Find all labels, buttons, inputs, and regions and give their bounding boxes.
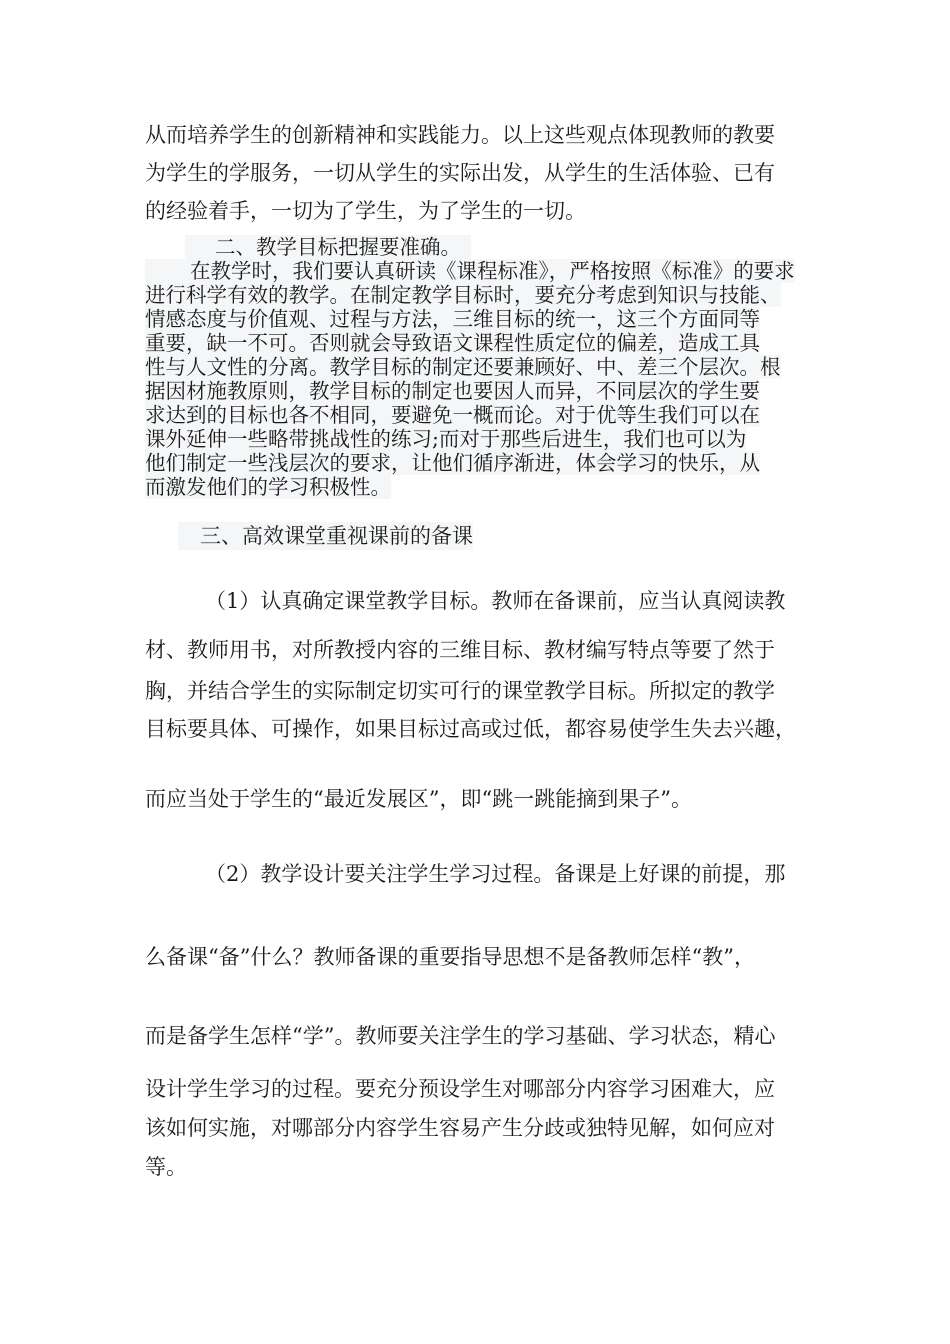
paragraph-line: （1）认真确定课堂教学目标。教师在备课前，应当认真阅读教: [205, 589, 786, 613]
paragraph-line: 重要，缺一不可。否则就会导致语文课程性质定位的偏差，造成工具: [145, 331, 760, 355]
paragraph-line: 该如何实施，对哪部分内容学生容易产生分歧或独特见解，如何应对: [145, 1116, 775, 1140]
paragraph-line: 进行科学有效的教学。在制定教学目标时，要充分考虑到知识与技能、: [145, 283, 781, 307]
paragraph-line: 为学生的学服务，一切从学生的实际出发，从学生的生活体验、已有: [145, 161, 775, 185]
paragraph-line: 他们制定一些浅层次的要求，让他们循序渐进，体会学习的快乐，从: [145, 451, 760, 475]
section-heading: 三、高效课堂重视课前的备课: [178, 522, 473, 550]
paragraph-line: 从而培养学生的创新精神和实践能力。以上这些观点体现教师的教要: [145, 123, 775, 147]
section-heading: 二、教学目标把握要准确。: [185, 235, 471, 259]
paragraph-line: 求达到的目标也各不相同，要避免一概而论。对于优等生我们可以在: [145, 403, 760, 427]
paragraph-line: 性与人文性的分离。教学目标的制定还要兼顾好、中、差三个层次。根: [145, 355, 781, 379]
paragraph-line: 据因材施教原则，教学目标的制定也要因人而异，不同层次的学生要: [145, 379, 760, 403]
paragraph-line: 而是备学生怎样“学”。教师要关注学生的学习基础、学习状态，精心: [145, 1024, 776, 1048]
paragraph-line: 而应当处于学生的“最近发展区”，即“跳一跳能摘到果子”。: [145, 787, 692, 811]
paragraph-line: 么备课“备”什么？教师备课的重要指导思想不是备教师怎样“教”，: [145, 945, 755, 969]
paragraph-line: 等。: [145, 1155, 187, 1179]
paragraph-line: （2）教学设计要关注学生学习过程。备课是上好课的前提，那: [205, 862, 786, 886]
paragraph-line: 课外延伸一些略带挑战性的练习;而对于那些后进生，我们也可以为: [145, 427, 747, 451]
paragraph-line: 情感态度与价值观、过程与方法，三维目标的统一，这三个方面同等: [145, 307, 760, 331]
paragraph-line: 的经验着手，一切为了学生，为了学生的一切。: [145, 199, 586, 223]
paragraph-line: 目标要具体、可操作，如果目标过高或过低，都容易使学生失去兴趣，: [145, 717, 796, 741]
paragraph-line: 设计学生学习的过程。要充分预设学生对哪部分内容学习困难大，应: [145, 1077, 775, 1101]
paragraph-line: 在教学时，我们要认真研读《课程标准》，严格按照《标准》的要求: [145, 259, 795, 283]
paragraph-line: 而激发他们的学习积极性。: [145, 475, 391, 499]
paragraph-line: 材、教师用书，对所教授内容的三维目标、教材编写特点等要了然于: [145, 638, 775, 662]
paragraph-line: 胸，并结合学生的实际制定切实可行的课堂教学目标。所拟定的教学: [145, 679, 775, 703]
